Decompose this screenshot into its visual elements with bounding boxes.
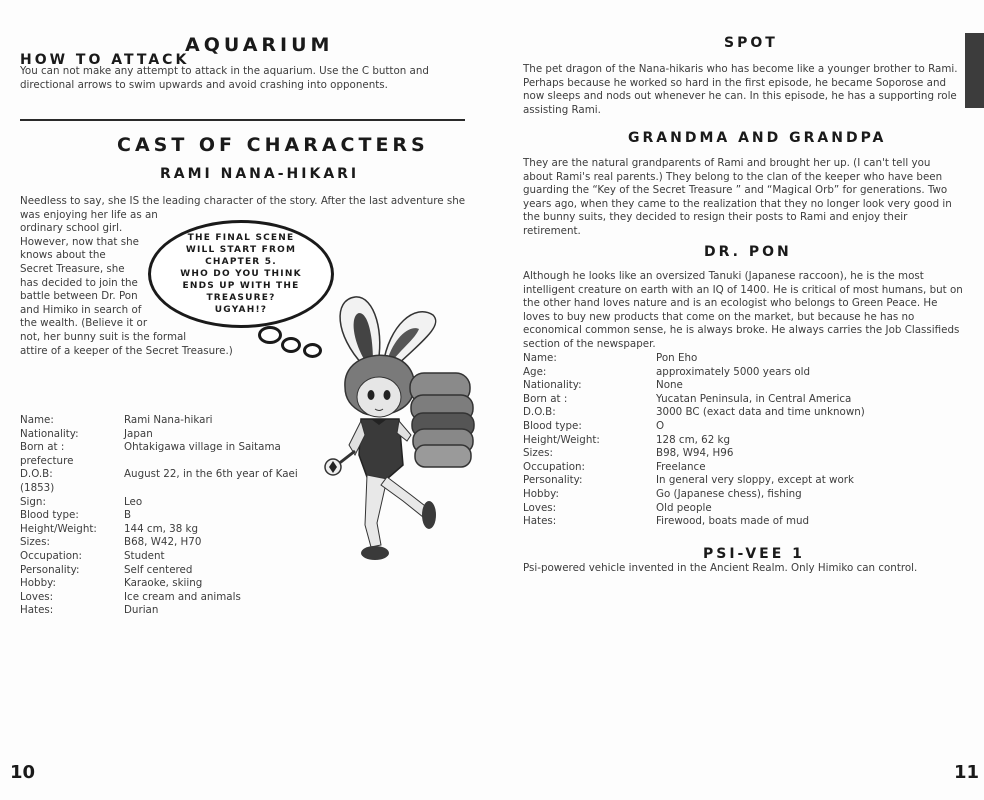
stat-value: Karaoke, skiing	[124, 577, 203, 590]
stat-value: None	[656, 379, 683, 392]
table-row	[523, 515, 865, 529]
hammer	[410, 373, 474, 467]
page-number-left: 10	[10, 762, 36, 783]
rami-intro-line: was enjoying her life as an	[20, 208, 158, 221]
stat-value: Yucatan Peninsula, in Central America	[656, 392, 852, 405]
table-row	[523, 434, 865, 448]
rami-head	[345, 355, 415, 417]
table-row	[523, 406, 865, 420]
table-row	[20, 509, 298, 523]
table-row	[20, 536, 298, 550]
stat-value: Durian	[124, 604, 159, 617]
table-row	[20, 577, 298, 591]
stat-value: Student	[124, 549, 165, 562]
stat-label: Nationality:	[523, 379, 582, 392]
rami-intro-line: knows about the	[20, 249, 106, 262]
stat-value: Firewood, boats made of mud	[656, 515, 810, 528]
stat-label: Blood type:	[20, 509, 79, 522]
stat-label: Loves:	[523, 501, 557, 514]
table-row	[20, 591, 298, 605]
rami-intro-line: However, now that she	[20, 235, 139, 248]
stat-label: Hobby:	[523, 487, 559, 500]
rami-intro-line: Secret Treasure, she	[20, 262, 125, 275]
stat-label: Sizes:	[523, 447, 553, 460]
stat-value: August 22, in the 6th year of Kaei	[124, 468, 298, 481]
stat-label: Sizes:	[20, 536, 50, 549]
stat-value: Old people	[656, 501, 712, 514]
how-to-attack-heading: HOW TO ATTACK	[20, 52, 190, 68]
dr-pon-stats-table	[523, 352, 865, 529]
stat-label: Loves:	[20, 590, 54, 603]
stat-value: 3000 BC (exact data and time unknown)	[656, 406, 865, 419]
page-edge-tab	[965, 33, 984, 108]
stat-label: Born at :	[523, 392, 568, 405]
table-row	[20, 523, 298, 537]
table-row	[523, 474, 865, 488]
stat-label: Occupation:	[20, 549, 82, 562]
table-row	[523, 447, 865, 461]
rami-stats-table	[20, 414, 298, 618]
page-number-right: 11	[954, 762, 980, 783]
table-row	[20, 414, 298, 428]
table-row	[20, 428, 298, 442]
table-row	[20, 482, 298, 496]
speech-bubble-text: THE FINAL SCENE WILL START FROM CHAPTER 5. WHO DO YOU THINK ENDS UP WITH THE TREASURE? UGYAH!?	[180, 233, 302, 315]
table-row	[523, 502, 865, 516]
dr-pon-title: DR. PON	[704, 244, 792, 260]
cast-of-characters-title: CAST OF CHARACTERS	[117, 134, 429, 156]
table-row	[523, 393, 865, 407]
stat-value: B	[124, 509, 132, 522]
stat-label: Personality:	[20, 563, 80, 576]
stat-label: Sign:	[20, 495, 46, 508]
stat-label: Hobby:	[20, 577, 56, 590]
stat-value: Leo	[124, 495, 143, 508]
section-divider	[20, 119, 465, 121]
stat-label: Hates:	[523, 515, 557, 528]
stat-value: Japan	[124, 427, 153, 440]
stat-value	[124, 482, 298, 496]
rami-intro-line: and Himiko in search of	[20, 303, 142, 316]
table-row	[523, 352, 865, 366]
stat-label: Height/Weight:	[523, 433, 600, 446]
aquarium-text: You can not make any attempt to attack in the aquarium. Use the C button and directional arrows to swim upwards and avoid crashing into opponents.	[20, 65, 429, 91]
stat-value: In general very sloppy, except at work	[656, 474, 854, 487]
stat-label: Personality:	[523, 474, 583, 487]
table-row	[523, 379, 865, 393]
rami-intro-line: the wealth. (Believe it or	[20, 317, 148, 330]
rami-intro-line: has decided to join the	[20, 276, 138, 289]
table-row	[20, 604, 298, 618]
table-row	[20, 455, 298, 469]
stat-value: Ohtakigawa village in Saitama	[124, 441, 281, 454]
stat-value: Pon Eho	[656, 352, 698, 364]
stat-label: Name:	[20, 414, 54, 426]
psi-vee-title: PSI-VEE 1	[703, 546, 805, 562]
stat-value: B98, W94, H96	[656, 447, 734, 460]
table-row	[20, 468, 298, 482]
stat-label: Height/Weight:	[20, 522, 97, 535]
table-row	[523, 420, 865, 434]
table-row	[523, 488, 865, 502]
spot-text: The pet dragon of the Nana-hikaris who has become like a younger brother to Rami. Perhaps because he worked so hard in the first episode, he became Soporose and now sleeps and nods out whenever he can. In this episode, he has a supporting role assisting Rami.	[523, 63, 958, 116]
stat-value: B68, W42, H70	[124, 536, 202, 549]
stat-label: Blood type:	[523, 419, 582, 432]
stat-label: D.O.B:	[20, 468, 53, 481]
stat-label: Occupation:	[523, 460, 585, 473]
spot-title: SPOT	[724, 35, 778, 51]
stat-value: Go (Japanese chess), fishing	[656, 487, 802, 500]
grandparents-title: GRANDMA AND GRANDPA	[628, 130, 887, 146]
stat-label: D.O.B:	[523, 406, 556, 419]
rami-illustration	[315, 295, 480, 570]
stat-value: Self centered	[124, 563, 193, 576]
table-row	[20, 441, 298, 455]
stat-value: approximately 5000 years old	[656, 365, 811, 378]
rami-intro-line: attire of a keeper of the Secret Treasure.)	[20, 344, 233, 357]
stat-label: Hates:	[20, 604, 54, 617]
rami-intro-line: ordinary school girl.	[20, 222, 123, 235]
stat-label: (1853)	[20, 481, 55, 494]
table-row	[20, 564, 298, 578]
stat-value: Rami Nana-hikari	[124, 414, 213, 426]
rami-intro-line: battle between Dr. Pon	[20, 290, 138, 303]
stat-label: Age:	[523, 365, 547, 378]
stat-value: Freelance	[656, 460, 706, 473]
speech-bubble	[148, 220, 334, 328]
thought-ring-large	[258, 326, 282, 344]
table-row	[20, 550, 298, 564]
dr-pon-text: Although he looks like an oversized Tanuki (Japanese raccoon), he is the most intelligent creature on earth with an IQ of 1400. He is critical of most humans, but on the other hand loves nature and is an ecologist who belongs to Green Peace. He loves to buy new products that come on the market, but because he has no economical common sense, he is always broke. He always carries the Job Classifieds section of the newspaper.	[523, 270, 963, 350]
rami-intro-line: not, her bunny suit is the formal	[20, 330, 187, 343]
stat-label: Born at :	[20, 441, 65, 454]
table-row	[523, 461, 865, 475]
thought-ring-medium	[281, 337, 301, 353]
stat-value: O	[656, 419, 665, 432]
stat-label: Nationality:	[20, 427, 79, 440]
table-row	[20, 496, 298, 510]
stat-label: Name:	[523, 352, 557, 364]
grandparents-text: They are the natural grandparents of Rami and brought her up. (I can't tell you about Rami's real parents.) They belong to the clan of the keeper who have been guarding the “Key of the Secret Treasure ” and “Magical Orb” for generations. Two years ago, when they came to the realization that they no longer look very good in the bunny suits, they decided to resign their posts to Rami and enjoy their retirement.	[523, 157, 952, 237]
rami-intro-line1: Needless to say, she IS the leading character of the story. After the last adventure she	[20, 195, 466, 207]
psi-vee-text: Psi-powered vehicle invented in the Ancient Realm. Only Himiko can control.	[523, 562, 918, 574]
stat-value: 128 cm, 62 kg	[656, 433, 731, 446]
stat-value: Ice cream and animals	[124, 590, 241, 603]
rami-heading: RAMI NANA-HIKARI	[160, 166, 360, 182]
table-row	[523, 366, 865, 380]
stat-value: 144 cm, 38 kg	[124, 522, 199, 535]
aquarium-title: AQUARIUM	[185, 34, 334, 56]
stat-value	[124, 455, 298, 469]
stat-label: prefecture	[20, 454, 74, 467]
